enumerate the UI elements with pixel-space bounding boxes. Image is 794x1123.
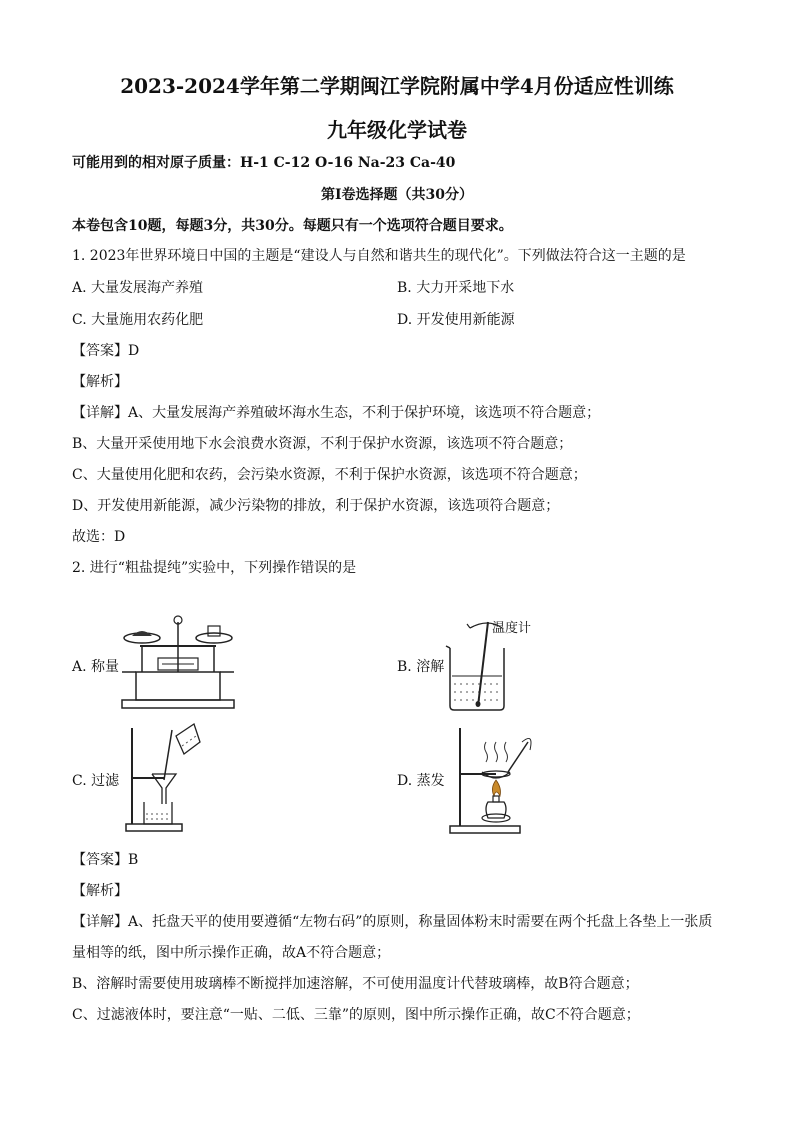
filtering-figure (122, 720, 202, 835)
dissolving-figure (440, 614, 550, 714)
q1-stem: 1. 2023年世界环境日中国的主题是“建设人与自然和谐共生的现代化”。下列做法符合这一主题的是 (72, 248, 686, 264)
q1-choice: 故选：D (72, 529, 126, 545)
exam-title: 2023-2024学年第二学期闽江学院附属中学4月份适应性训练 (120, 74, 674, 98)
thermometer-label: 温度计 (492, 621, 532, 636)
q2-option-b: B. 溶解 (397, 659, 445, 675)
q2-line-c: C、过滤液体时，要注意“一贴、二低、三靠”的原则，图中所示操作正确，故C不符合题意； (72, 1007, 640, 1023)
evaporation-figure (448, 722, 548, 837)
q1-line-d: D、开发使用新能源，减少污染物的排放，利于保护水资源，该选项符合题意； (72, 498, 560, 514)
q2-detail-1: 【详解】A、托盘天平的使用要遵循“左物右码”的原则，称量固体粉末时需要在两个托盘上各垫上一张质 (72, 914, 713, 930)
q2-answer: 【答案】B (72, 852, 139, 868)
balance-figure (118, 612, 238, 712)
section-title: 第Ⅰ卷选择题（共30分） (320, 187, 474, 203)
q2-option-c: C. 过滤 (72, 773, 120, 789)
atomic-masses: 可能用到的相对原子质量：H-1 C-12 O-16 Na-23 Ca-40 (72, 155, 456, 171)
q1-option-b: B. 大力开采地下水 (397, 280, 515, 296)
section-note: 本卷包含10题，每题3分，共30分。每题只有一个选项符合题目要求。 (72, 218, 513, 234)
q2-analysis: 【解析】 (72, 883, 128, 899)
q1-option-c: C. 大量施用农药化肥 (72, 312, 204, 328)
q2-option-a: A. 称量 (72, 659, 120, 675)
q1-analysis: 【解析】 (72, 374, 128, 390)
q1-option-d: D. 开发使用新能源 (397, 312, 515, 328)
q1-detail: 【详解】A、大量发展海产养殖破坏海水生态，不利于保护环境，该选项不符合题意； (72, 405, 601, 421)
q2-line-b: B、溶解时需要使用玻璃棒不断搅拌加速溶解，不可使用温度计代替玻璃棒，故B符合题意； (72, 976, 639, 992)
q1-line-c: C、大量使用化肥和农药，会污染水资源，不利于保护水资源，该选项不符合题意； (72, 467, 587, 483)
q1-answer: 【答案】D (72, 343, 140, 359)
q1-line-b: B、大量开采使用地下水会浪费水资源，不利于保护水资源，该选项不符合题意； (72, 436, 573, 452)
q1-option-a: A. 大量发展海产养殖 (72, 280, 204, 296)
q2-detail-2: 量相等的纸，图中所示操作正确，故A不符合题意； (72, 945, 391, 961)
q2-option-d: D. 蒸发 (397, 773, 445, 789)
exam-subtitle: 九年级化学试卷 (327, 118, 467, 142)
q2-stem: 2. 进行“粗盐提纯”实验中，下列操作错误的是 (72, 560, 357, 576)
